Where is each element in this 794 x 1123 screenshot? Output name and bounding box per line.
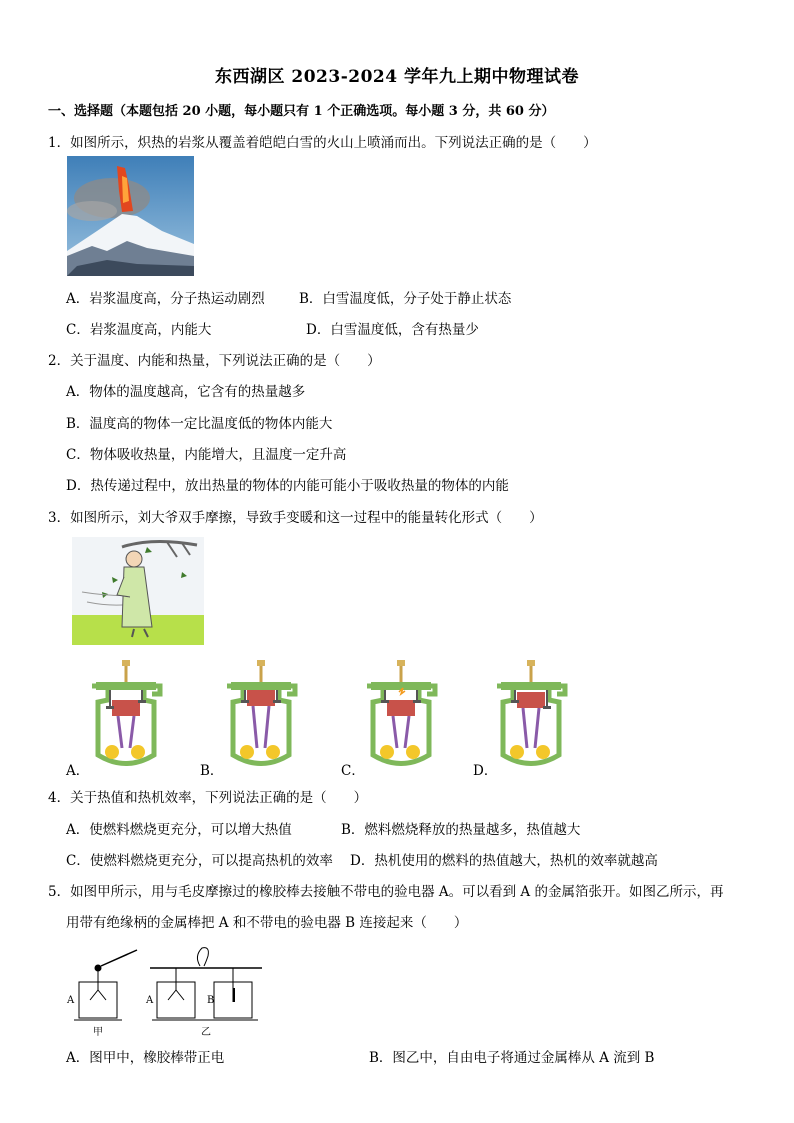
man-rubbing-hands-image [72, 537, 204, 645]
question-1-stem: 1．如图所示，炽热的岩浆从覆盖着皑皑白雪的火山上喷涌而出。下列说法正确的是（ ） [48, 135, 597, 151]
page-title: 东西湖区 2023-2024 学年九上期中物理试卷 [214, 67, 580, 87]
question-2-stem: 2．关于温度、内能和热量，下列说法正确的是（ ） [48, 353, 381, 369]
q4-option-c: C．使燃料燃烧更充分，可以提高热机的效率 [66, 853, 333, 869]
fig-label-a-jia: A [67, 995, 75, 1006]
q3-option-a: A． [66, 763, 90, 779]
q3-option-b: B． [200, 763, 224, 779]
volcano-image [67, 156, 194, 276]
q1-option-a: A．岩浆温度高，分子热运动剧烈 [66, 291, 265, 307]
fig-label-jia: 甲 [93, 1027, 103, 1038]
q2-option-b: B．温度高的物体一定比温度低的物体内能大 [66, 416, 333, 432]
engine-diagram-d [497, 660, 565, 764]
q5-option-a: A．图甲中，橡胶棒带正电 [66, 1050, 225, 1066]
q2-option-a: A．物体的温度越高，它含有的热量越多 [66, 384, 306, 400]
q3-option-c: C． [341, 763, 365, 779]
question-5-stem-line1: 5．如图甲所示，用与毛皮摩擦过的橡胶棒去接触不带电的验电器 A。可以看到 A 的金属箔张开。如图乙所示，再 [48, 884, 724, 900]
q4-option-a: A．使燃料燃烧更充分，可以增大热值 [66, 822, 292, 838]
q3-option-d: D． [473, 763, 498, 779]
q4-option-b: B．燃料燃烧释放的热量越多，热值越大 [341, 822, 581, 838]
q2-option-c: C．物体吸收热量，内能增大，且温度一定升高 [66, 447, 347, 463]
q5-option-b: B．图乙中，自由电子将通过金属棒从 A 流到 B [369, 1050, 655, 1066]
fig-label-yi: 乙 [201, 1027, 211, 1038]
q2-option-d: D．热传递过程中，放出热量的物体的内能可能小于吸收热量的物体的内能 [66, 478, 509, 494]
q1-option-c: C．岩浆温度高，内能大 [66, 322, 212, 338]
question-5-stem-line2: 用带有绝缘柄的金属棒把 A 和不带电的验电器 B 连接起来（ ） [66, 915, 468, 931]
electroscope-figures [62, 938, 267, 1038]
question-3-stem: 3．如图所示，刘大爷双手摩擦，导致手变暖和这一过程中的能量转化形式（ ） [48, 510, 543, 526]
question-4-stem: 4．关于热值和热机效率，下列说法正确的是（ ） [48, 790, 368, 806]
q1-option-d: D．白雪温度低，含有热量少 [306, 322, 479, 338]
section-heading: 一、选择题（本题包括 20 小题，每小题只有 1 个正确选项。每小题 3 分，共 60 分） [48, 104, 555, 119]
fig-label-b-yi: B [207, 995, 215, 1006]
q4-option-d: D．热机使用的燃料的热值越大，热机的效率就越高 [350, 853, 658, 869]
engine-diagrams [88, 660, 568, 770]
engine-diagram-a [92, 660, 160, 764]
fig-label-a-yi: A [146, 995, 154, 1006]
q1-option-b: B．白雪温度低，分子处于静止状态 [299, 291, 512, 307]
engine-diagram-c [367, 660, 435, 764]
engine-diagram-b [227, 660, 295, 764]
